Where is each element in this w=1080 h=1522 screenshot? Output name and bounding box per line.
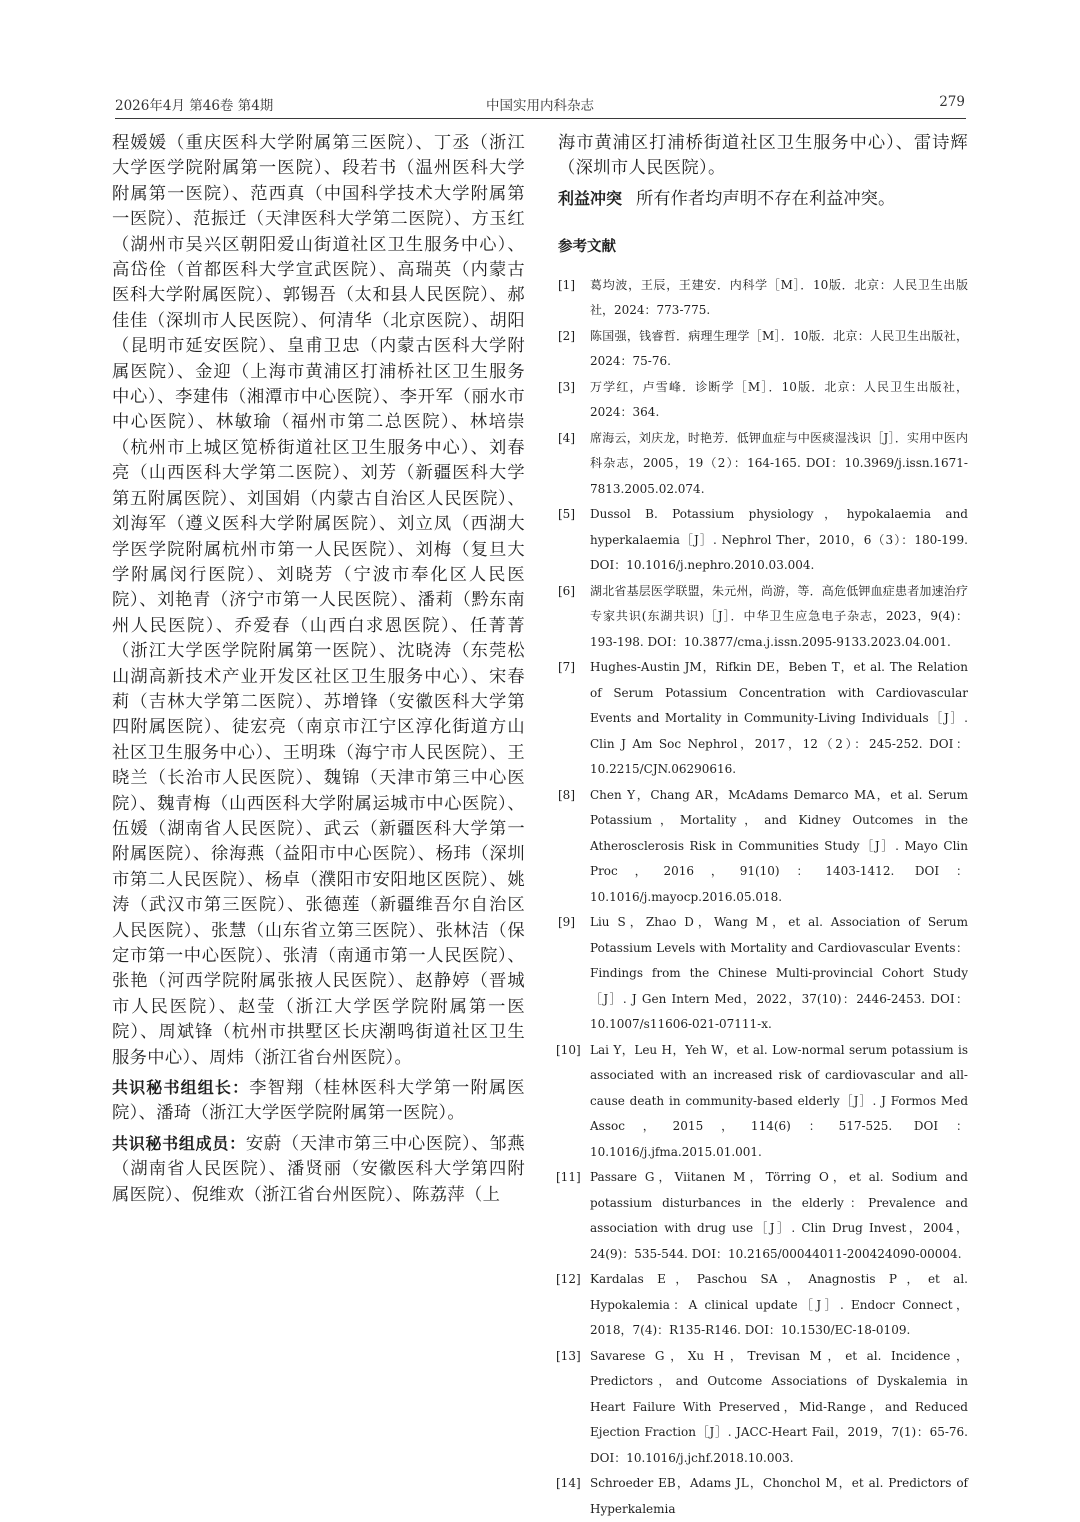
secretary-paragraph (112, 1131, 525, 1208)
reference-text: Dussol B. Potassium physiology，hypokalaemia and hyperkalaemia［J］. Nephrol Ther，2010，6（3）：180-199. DOI：10.1016/j.nephro.2010.03.004. (590, 507, 968, 573)
reference-number: [13] (556, 1348, 581, 1363)
reference-number: [2] (558, 328, 575, 343)
reference-item (558, 910, 968, 1038)
continued-paragraph: 海市黄浦区打浦桥街道社区卫生服务中心）、雷诗辉（深圳市人民医院）。 (558, 133, 968, 179)
leader-paragraph (112, 1075, 525, 1127)
reference-text: Lai Y，Leu H，Yeh W，et al. Low-normal serum potassium is associated with an increased risk of cardiovascular and all-cause death in community-based elderly［J］. J Formos Med Assoc，2015，114(6)：517-525. DOI：10.1016/j.jfma.2015.01.001. (590, 1042, 968, 1159)
reference-item (558, 324, 968, 375)
page-number: 279 (939, 94, 965, 110)
references-list (558, 273, 968, 1522)
reference-number: [3] (558, 379, 575, 394)
reference-item (558, 655, 968, 783)
conflict-of-interest (558, 186, 968, 212)
reference-number: [4] (558, 430, 575, 445)
reference-item (558, 783, 968, 911)
reference-item (558, 1038, 968, 1166)
reference-text: Schroeder EB，Adams JL，Chonchol M，et al. Predictors of Hyperkalemia (590, 1476, 968, 1516)
reference-number: [8] (558, 787, 575, 802)
reference-number: [9] (558, 915, 575, 930)
reference-number: [6] (558, 583, 575, 598)
reference-number: [10] (556, 1042, 581, 1057)
reference-text: Liu S，Zhao D，Wang M，et al. Association of Serum Potassium Levels with Mortality and Cardiovascular Events：Findings from the Chinese Multi-provincial Cohort Study［J］. J Gen Intern Med，2022，37(10)：2446-2453. DOI：10.1007/s11606-021-07111-x. (590, 915, 968, 1032)
reference-item (558, 502, 968, 579)
reference-text: 湖北省基层医学联盟，朱元州，尚游，等．高危低钾血症患者加速治疗专家共识(东湖共识)［J］．中华卫生应急电子杂志，2023，9(4)：193-198. DOI：10.3877/cma.j.issn.2095-9133.2023.04.001. (590, 583, 968, 649)
reference-item (558, 375, 968, 426)
reference-item (558, 1344, 968, 1472)
members-paragraph: 程媛媛（重庆医科大学附属第三医院）、丁丞（浙江大学医学院附属第一医院）、段若书（温州医科大学附属第一医院）、范西真（中国科学技术大学附属第一医院）、范振迁（天津医科大学第二医院）、方玉红（湖州市吴兴区朝阳爱山街道社区卫生服务中心）、高岱佺（首都医科大学宣武医院）、高瑞英（内蒙古医科大学附属医院）、郭锡吾（太和县人民医院）、郝佳佳（深圳市人民医院）、何清华（北京医院）、胡阳（昆明市延安医院）、皇甫卫忠（内蒙古医科大学附属医院）、金迎（上海市黄浦区打浦桥社区卫生服务中心）、李建伟（湘潭市中心医院）、李开军（丽水市中心医院）、林敏瑜（福州市第二总医院）、林培崇（杭州市上城区笕桥街道社区卫生服务中心）、刘春亮（山西医科大学第二医院）、刘芳（新疆医科大学第五附属医院）、刘国娟（内蒙古自治区人民医院）、刘海军（遵义医科大学附属医院）、刘立凤（西湖大学医学院附属杭州市第一人民医院）、刘梅（复旦大学附属闵行医院）、刘晓芳（宁波市奉化区人民医院）、刘艳青（济宁市第一人民医院）、潘莉（黔东南州人民医院）、乔爱春（山西白求恩医院）、任菁菁（浙江大学医学院附属第一医院）、沈晓涛（东莞松山湖高新技术产业开发区社区卫生服务中心）、宋春莉（吉林大学第二医院）、苏增锋（安徽医科大学第四附属医院）、徒宏亮（南京市江宁区淳化街道方山社区卫生服务中心）、王明珠（海宁市人民医院）、王晓兰（长治市人民医院）、魏锦（天津市第三中心医院）、魏青梅（山西医科大学附属运城市中心医院）、伍媛（湖南省人民医院）、武云（新疆医科大学第一附属医院）、徐海燕（益阳市中心医院）、杨玮（深圳市第二人民医院）、杨卓（濮阳市安阳地区医院）、姚涛（武汉市第三医院）、张德莲（新疆维吾尔自治区人民医院）、张慧（山东省立第三医院）、张林洁（保定市第一中心医院）、张清（南通市第一人民医院）、张艳（河西学院附属张掖人民医院）、赵静婷（晋城市人民医院）、赵莹（浙江大学医学院附属第一医院）、周斌锋（杭州市拱墅区长庆潮鸣街道社区卫生服务中心）、周炜（浙江省台州医院）。 (112, 133, 525, 1068)
leader-label: 共识秘书组组长： (112, 1078, 250, 1098)
reference-number: [7] (558, 660, 575, 675)
reference-text: Kardalas E，Paschou SA，Anagnostis P，et al. Hypokalemia：A clinical update［J］. Endocr Connect，2018，7(4)：R135-R146. DOI：10.1530/EC-18-0109. (590, 1272, 968, 1338)
reference-text: 万学红，卢雪峰．诊断学［M］．10版．北京：人民卫生出版社，2024：364. (590, 379, 968, 420)
reference-item (558, 579, 968, 656)
issue-info: 2026年4月 第46卷 第4期 (115, 98, 274, 114)
reference-number: [12] (556, 1272, 581, 1287)
reference-number: [11] (556, 1170, 581, 1185)
reference-number: [14] (556, 1476, 581, 1491)
reference-text: Passare G，Viitanen M，Törring O，et al. Sodium and potassium disturbances in the elderly：Prevalence and association with drug use［J］. Clin Drug Invest，2004，24(9)：535-544. DOI：10.2165/00044011-200424090-00004. (590, 1170, 968, 1261)
reference-item (558, 1165, 968, 1267)
reference-text: Chen Y，Chang AR，McAdams Demarco MA，et al. Serum Potassium，Mortality，and Kidney Outcomes in the Atherosclerosis Risk in Communities Study［J］. Mayo Clin Proc，2016，91(10)：1403-1412. DOI：10.1016/j.mayocp.2016.05.018. (590, 787, 968, 904)
reference-text: 葛均波，王辰，王建安．内科学［M］．10版．北京：人民卫生出版社，2024：773-775. (590, 277, 968, 318)
reference-text: 席海云，刘庆龙，时艳芳．低钾血症与中医痰湿浅识［J］．实用中医内科杂志，2005，19（2）：164-165. DOI：10.3969/j.issn.1671-7813.2005.02.074. (590, 430, 968, 496)
secretary-text: 安蔚（天津市第三中心医院）、邹燕（湖南省人民医院）、潘贤丽（安徽医科大学第四附属医院）、倪维欢（浙江省台州医院）、陈荔萍（上 (112, 1133, 525, 1205)
reference-text: 陈国强，钱睿哲．病理生理学［M］．10版．北京：人民卫生出版社，2024：75-76. (590, 328, 968, 369)
secretary-label: 共识秘书组成员： (112, 1133, 246, 1153)
reference-item (558, 1471, 968, 1522)
right-column (558, 131, 968, 1522)
reference-number: [1] (558, 277, 575, 292)
reference-text: Hughes-Austin JM，Rifkin DE，Beben T，et al. The Relation of Serum Potassium Concentration with Cardiovascular Events and Mortality in Community-Living Individuals［J］. Clin J Am Soc Nephrol，2017，12（2）：245-252. DOI：10.2215/CJN.06290616. (590, 660, 968, 777)
conflict-text: 所有作者均声明不存在利益冲突。 (636, 188, 896, 209)
references-title: 参考文献 (558, 238, 616, 255)
reference-text: Savarese G，Xu H，Trevisan M，et al. Incidence，Predictors，and Outcome Associations of Dyskalemia in Heart Failure With Preserved，Mid-Range，and Reduced Ejection Fraction［J］. JACC-Heart Fail，2019，7(1)：65-76. DOI：10.1016/j.jchf.2018.10.003. (590, 1348, 968, 1465)
reference-item (558, 273, 968, 324)
header-rule (115, 118, 966, 119)
left-column (112, 131, 525, 1208)
reference-item (558, 426, 968, 503)
reference-item (558, 1267, 968, 1344)
reference-number: [5] (558, 507, 575, 522)
conflict-label: 利益冲突 (558, 188, 623, 208)
journal-name: 中国实用内科杂志 (486, 98, 594, 114)
running-header (115, 94, 965, 118)
leader-text: 李智翔（桂林医科大学第一附属医院）、潘琦（浙江大学医学院附属第一医院）。 (112, 1078, 525, 1124)
